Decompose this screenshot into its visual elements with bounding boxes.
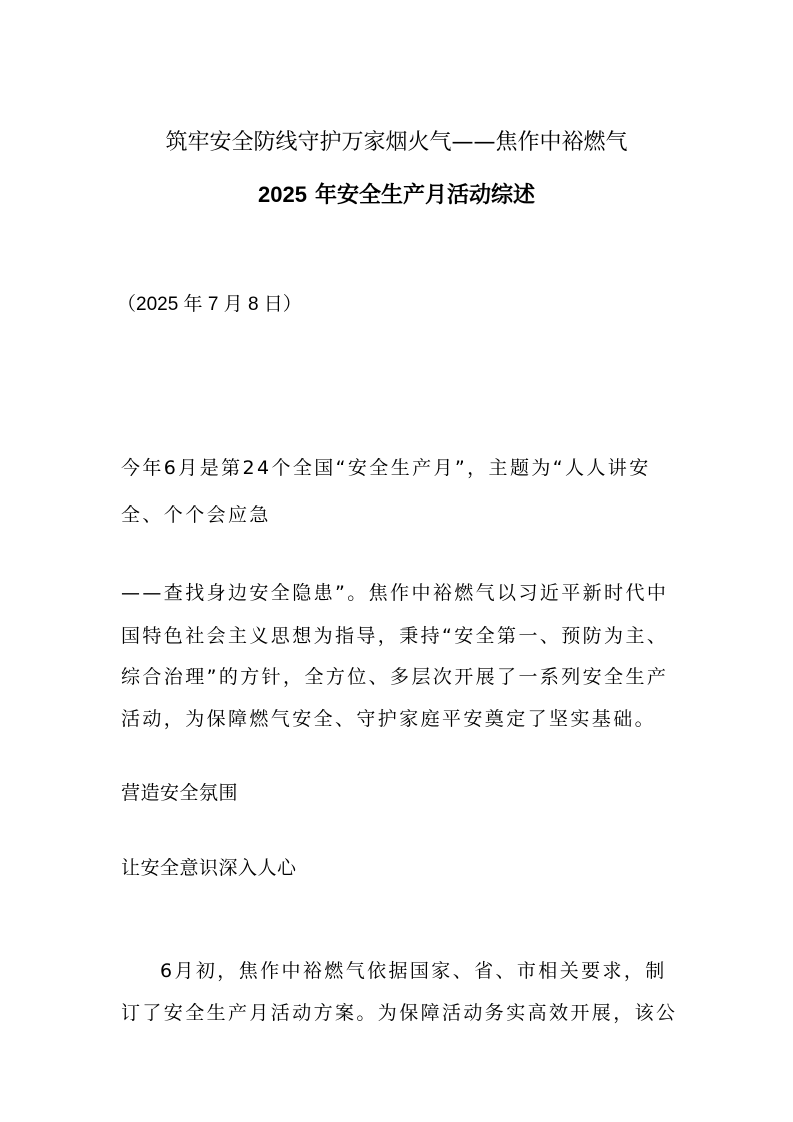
document-title-line2: [0, 180, 793, 211]
paragraph3-line1: 6月初，焦作中裕燃气依据国家、省、市相关要求，制: [160, 960, 667, 982]
paragraph2-line2: 国特色社会主义思想为指导，秉持“安全第一、预防为主、: [121, 625, 669, 647]
title-year: 2025: [258, 182, 307, 207]
paragraph2-line3: 综合治理”的方针，全方位、多层次开展了一系列安全生产: [121, 666, 669, 688]
paragraph2-line1: ——查找身边安全隐患”。焦作中裕燃气以习近平新时代中: [121, 582, 669, 604]
document-date: （2025 年 7 月 8 日）: [117, 294, 302, 315]
section-heading-atmosphere: 营造安全氛围: [121, 782, 239, 804]
document-title-line1: 筑牢安全防线守护万家烟火气——焦作中裕燃气: [165, 130, 628, 155]
paragraph3-line2: 订了安全生产月活动方案。为保障活动务实高效开展，该公: [121, 1002, 678, 1024]
paragraph1-line1: 今年6月是第24个全国“安全生产月”，主题为“人人讲安: [121, 457, 651, 479]
paragraph2-line4: 活动，为保障燃气安全、守护家庭平安奠定了坚实基础。: [121, 708, 657, 730]
paragraph1-line2: 全、个个会应急: [121, 504, 271, 526]
section-heading-awareness: 让安全意识深入人心: [121, 857, 297, 879]
title-subtitle: 年安全生产月活动综述: [314, 183, 535, 208]
